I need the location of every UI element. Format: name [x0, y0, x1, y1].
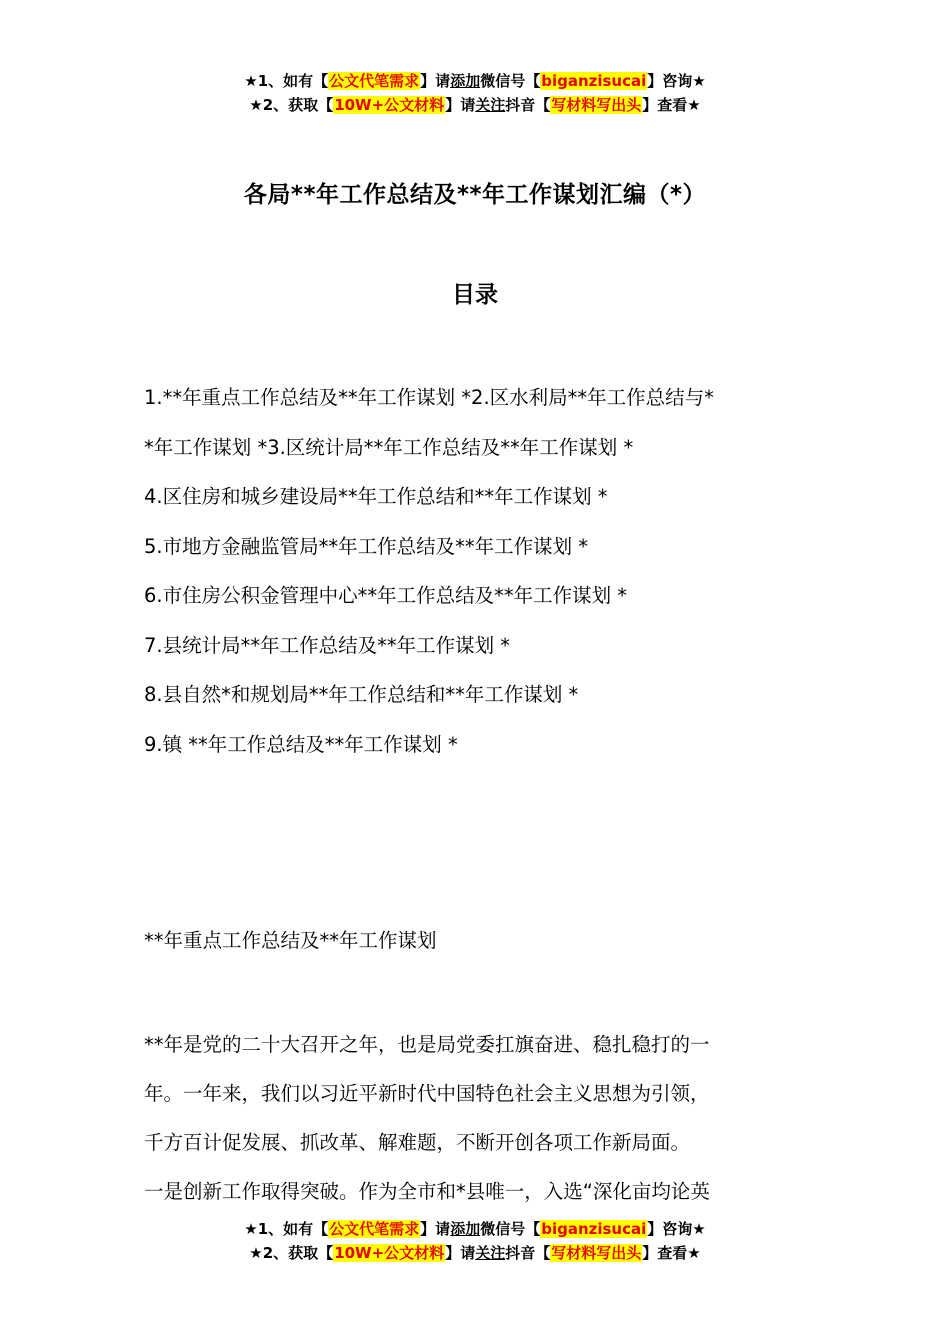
banner-line-2	[0, 93, 950, 117]
banner-line-1	[0, 69, 950, 93]
document-title: 各局**年工作总结及**年工作谋划汇编（*）	[243, 182, 707, 208]
banner-text: ★2、获取【	[249, 1244, 334, 1262]
body-line: **年是党的二十大召开之年，也是局党委扛旗奋进、稳扎稳打的一	[144, 1033, 710, 1056]
table-of-contents	[144, 373, 810, 769]
toc-line: 9.镇 **年工作总结及**年工作谋划 *	[144, 732, 458, 756]
banner-wechat-id: biganzisucai	[541, 72, 647, 90]
banner-highlight: 公文代笔需求	[329, 72, 420, 90]
body-paragraph	[144, 1020, 810, 1216]
section-title: **年重点工作总结及**年工作谋划	[144, 929, 437, 952]
banner-line-1	[0, 1217, 950, 1241]
banner-emphasis: 添加	[450, 1220, 481, 1238]
banner-text: 】咨询★	[647, 1220, 706, 1238]
banner-text: ★1、如有【	[244, 1220, 329, 1238]
toc-line: 5.市地方金融监管局**年工作总结及**年工作谋划 *	[144, 534, 589, 558]
banner-douyin-id: 写材料写出头	[551, 96, 642, 114]
banner-text: 】请	[420, 72, 451, 90]
banner-text: 】请	[420, 1220, 451, 1238]
banner-emphasis: 添加	[450, 72, 481, 90]
toc-line: 4.区住房和城乡建设局**年工作总结和**年工作谋划 *	[144, 485, 608, 508]
header-banner	[0, 69, 950, 117]
toc-line: *年工作谋划 *3.区统计局**年工作总结及**年工作谋划 *	[144, 435, 634, 459]
banner-wechat-id: biganzisucai	[541, 1220, 647, 1238]
toc-line: 7.县统计局**年工作总结及**年工作谋划 *	[144, 633, 511, 657]
toc-heading: 目录	[452, 282, 498, 308]
banner-text: 抖音【	[505, 1244, 551, 1262]
banner-text: 】请	[445, 96, 476, 114]
banner-emphasis: 关注	[475, 96, 506, 114]
banner-line-2	[0, 1241, 950, 1265]
toc-line: 1.**年重点工作总结及**年工作谋划 *2.区水利局**年工作总结与*	[144, 386, 714, 409]
banner-text: 抖音【	[505, 96, 551, 114]
banner-text: ★1、如有【	[244, 72, 329, 90]
banner-highlight: 10W+公文材料	[334, 96, 445, 114]
banner-text: 】咨询★	[647, 72, 706, 90]
body-line: 一是创新工作取得突破。作为全市和*县唯一，入选“深化亩均论英	[144, 1180, 710, 1203]
banner-highlight: 公文代笔需求	[329, 1220, 420, 1238]
banner-douyin-id: 写材料写出头	[551, 1244, 642, 1262]
footer-banner	[0, 1217, 950, 1265]
banner-highlight: 10W+公文材料	[334, 1244, 445, 1262]
banner-text: 】请	[445, 1244, 476, 1262]
banner-emphasis: 关注	[475, 1244, 506, 1262]
banner-text: 】查看★	[642, 1244, 701, 1262]
banner-text: ★2、获取【	[249, 96, 334, 114]
body-line: 年。一年来，我们以习近平新时代中国特色社会主义思想为引领，	[144, 1082, 710, 1105]
toc-line: 8.县自然*和规划局**年工作总结和**年工作谋划 *	[144, 683, 579, 706]
banner-text: 微信号【	[480, 1220, 541, 1238]
body-line: 千方百计促发展、抓改革、解难题，不断开创各项工作新局面。	[144, 1131, 691, 1154]
banner-text: 】查看★	[642, 96, 701, 114]
banner-text: 微信号【	[480, 72, 541, 90]
toc-line: 6.市住房公积金管理中心**年工作总结及**年工作谋划 *	[144, 584, 628, 607]
